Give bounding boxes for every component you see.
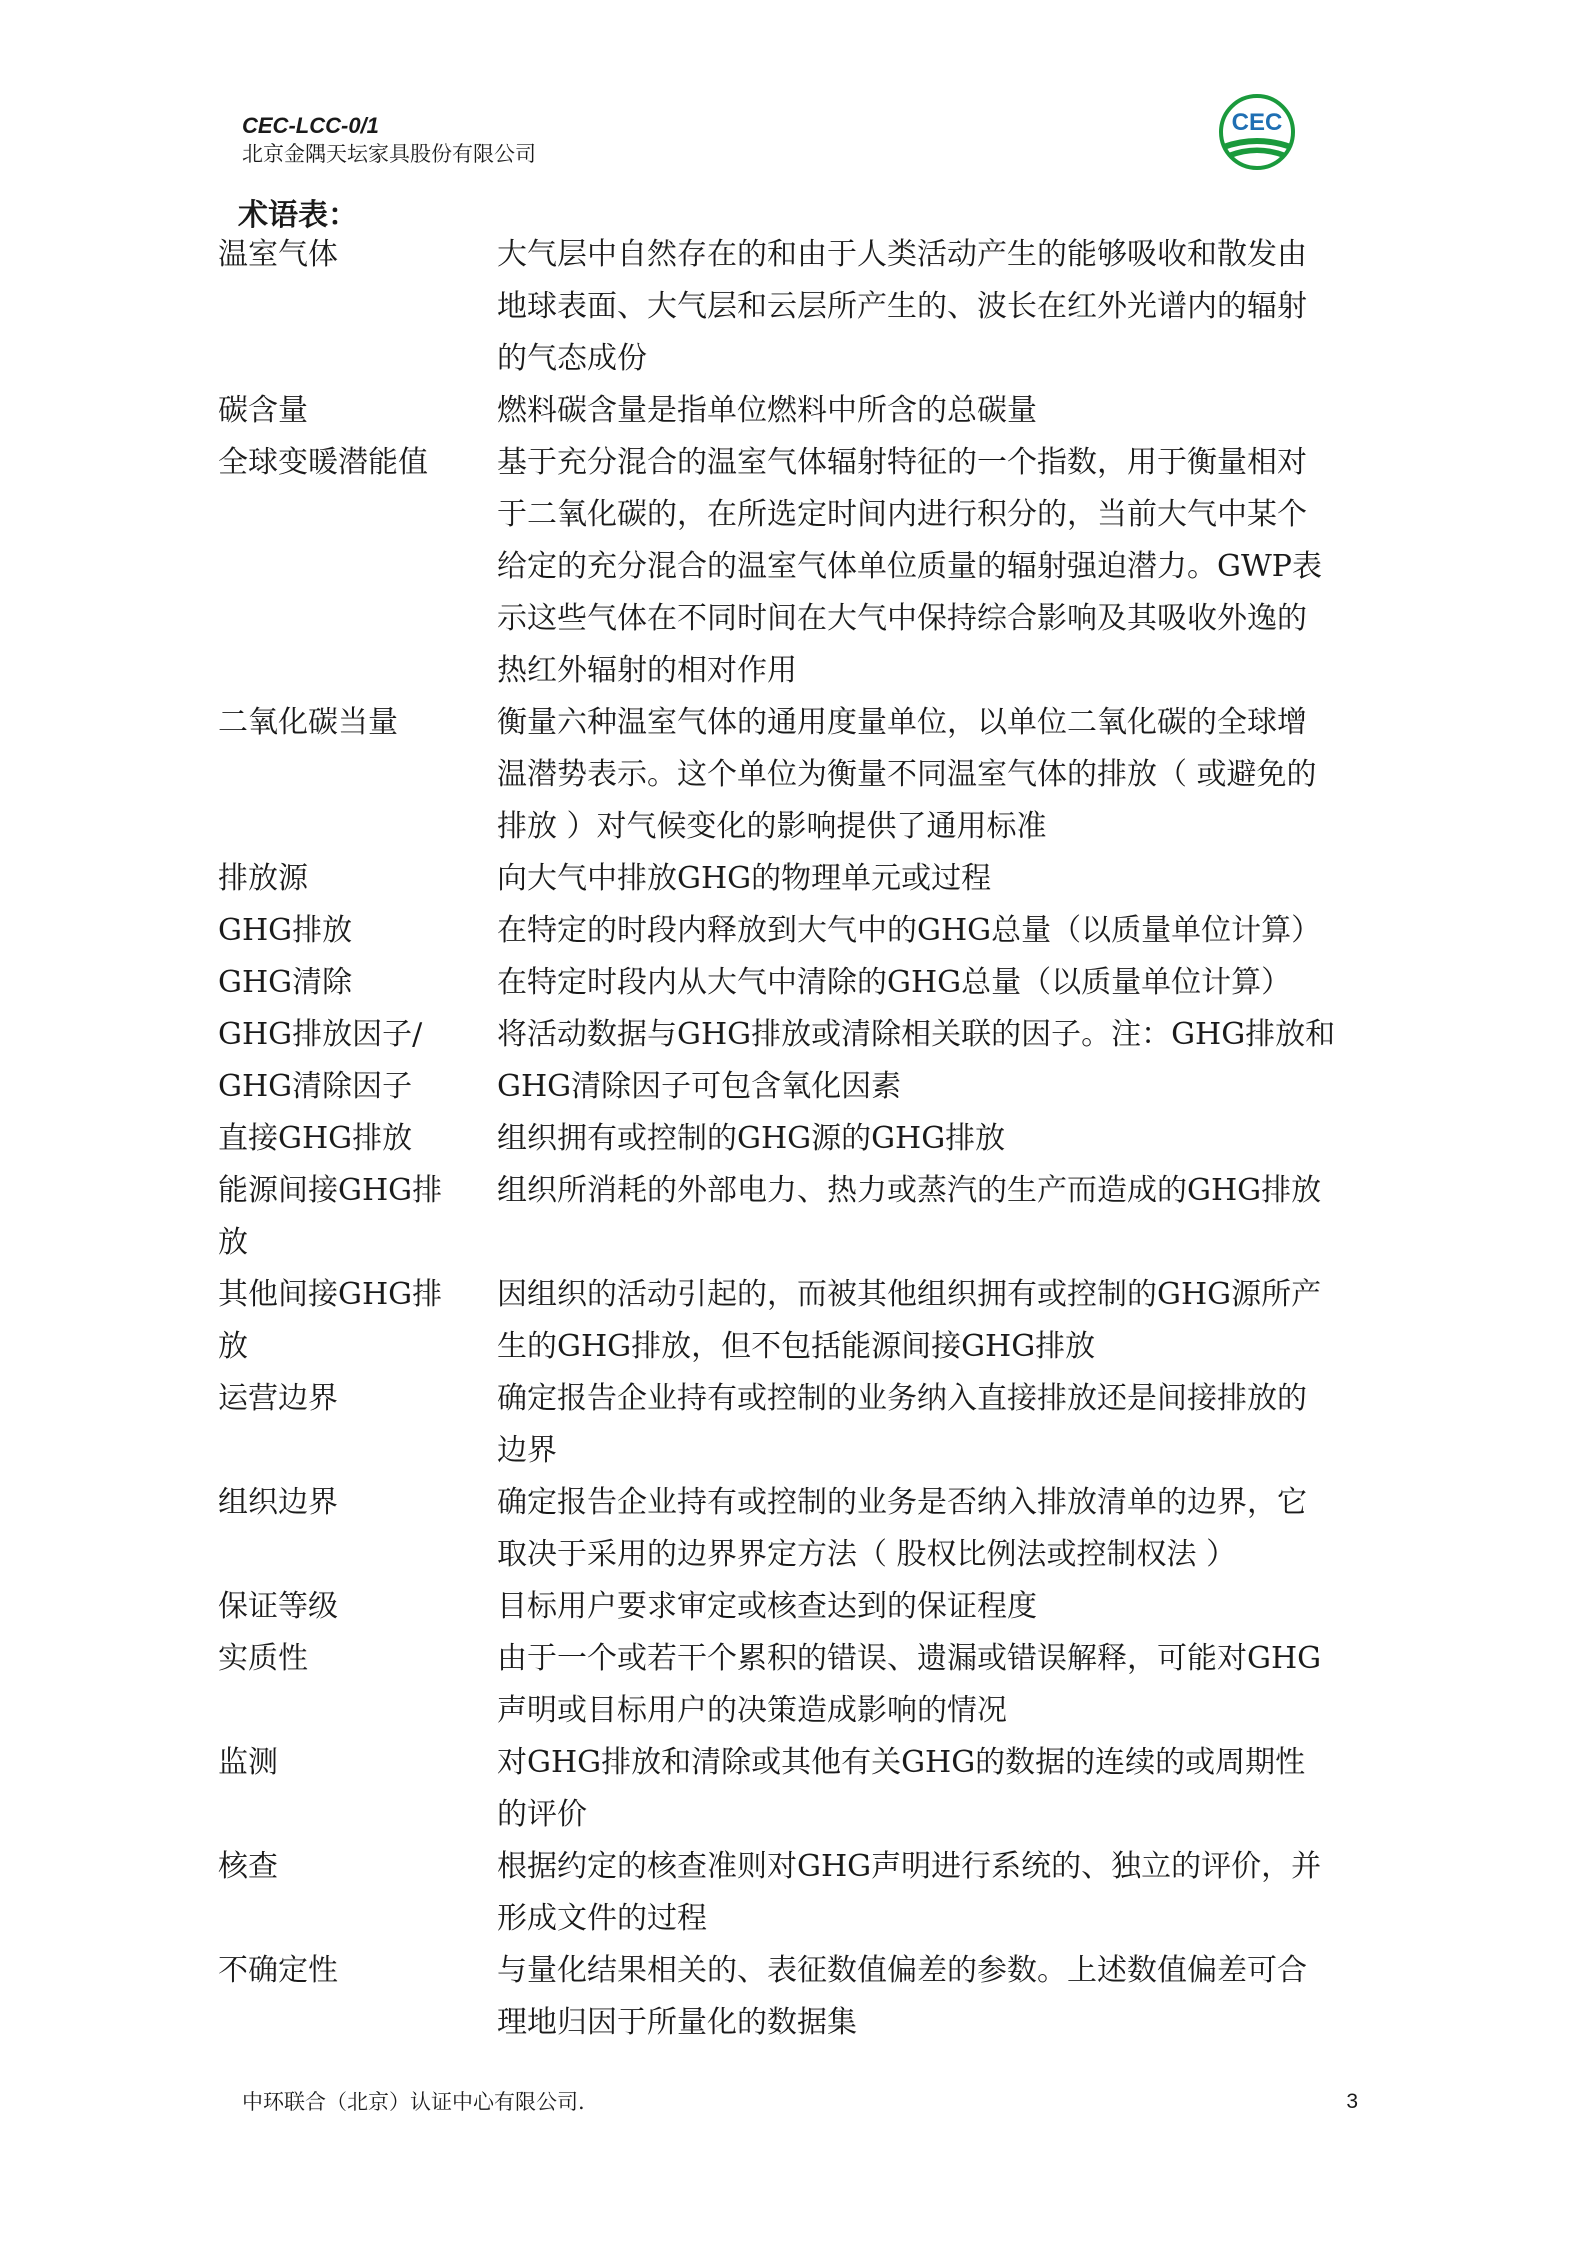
- term-line: 放: [218, 1329, 248, 1364]
- definition-line: 与量化结果相关的、表征数值偏差的参数。上述数值偏差可合: [497, 1953, 1307, 1988]
- glossary-term: [218, 437, 497, 697]
- glossary-definition: [497, 1633, 1378, 1737]
- term-line: 核查: [218, 1849, 278, 1884]
- definition-line: 衡量六种温室气体的通用度量单位，以单位二氧化碳的全球增: [497, 705, 1307, 740]
- glossary-term: [218, 1113, 497, 1165]
- term-line: 二氧化碳当量: [218, 705, 398, 740]
- glossary-term: [218, 1009, 497, 1113]
- glossary-term: [218, 957, 497, 1009]
- definition-line: 因组织的活动引起的，而被其他组织拥有或控制的GHG源所产: [497, 1277, 1322, 1312]
- glossary-entry: [218, 1113, 1378, 1165]
- definition-line: 目标用户要求审定或核查达到的保证程度: [497, 1589, 1037, 1624]
- definition-line: 组织所消耗的外部电力、热力或蒸汽的生产而造成的GHG排放: [497, 1173, 1322, 1208]
- glossary-definition: [497, 229, 1378, 385]
- definition-line: 排放 ）对气候变化的影响提供了通用标准: [497, 809, 1047, 844]
- term-line: 全球变暖潜能值: [218, 445, 428, 480]
- definition-line: 形成文件的过程: [497, 1901, 707, 1936]
- definition-line: 理地归因于所量化的数据集: [497, 2005, 857, 2040]
- glossary-list: [218, 229, 1378, 2049]
- glossary-entry: [218, 385, 1378, 437]
- glossary-term: [218, 1945, 497, 2049]
- page-footer: [242, 2088, 1358, 2116]
- term-line: 运营边界: [218, 1381, 338, 1416]
- glossary-entry: [218, 1165, 1378, 1269]
- logo-text: CEC: [1231, 109, 1283, 136]
- definition-line: 向大气中排放GHG的物理单元或过程: [497, 861, 992, 896]
- definition-line: 取决于采用的边界界定方法（ 股权比例法或控制权法 ）: [497, 1537, 1237, 1572]
- definition-line: 在特定时段内从大气中清除的GHG总量（以质量单位计算）: [497, 965, 1292, 1000]
- definition-line: 在特定的时段内释放到大气中的GHG总量（以质量单位计算）: [497, 913, 1322, 948]
- term-line: 组织边界: [218, 1485, 338, 1520]
- glossary-definition: [497, 905, 1378, 957]
- glossary-definition: [497, 1009, 1378, 1113]
- term-line: 实质性: [218, 1641, 308, 1676]
- definition-line: 由于一个或若干个累积的错误、遗漏或错误解释，可能对GHG: [497, 1641, 1322, 1676]
- definition-line: 示这些气体在不同时间在大气中保持综合影响及其吸收外逸的: [497, 601, 1307, 636]
- term-line: GHG清除因子: [218, 1069, 413, 1104]
- glossary-entry: [218, 437, 1378, 697]
- glossary-entry: [218, 853, 1378, 905]
- term-line: 放: [218, 1225, 248, 1260]
- glossary-term: [218, 853, 497, 905]
- glossary-term: [218, 1373, 497, 1477]
- glossary-definition: [497, 1269, 1378, 1373]
- definition-line: GHG清除因子可包含氧化因素: [497, 1069, 902, 1104]
- glossary-definition: [497, 1373, 1378, 1477]
- glossary-definition: [497, 853, 1378, 905]
- term-line: 能源间接GHG排: [218, 1173, 443, 1208]
- definition-line: 的气态成份: [497, 341, 647, 376]
- definition-line: 大气层中自然存在的和由于人类活动产生的能够吸收和散发由: [497, 237, 1307, 272]
- glossary-term: [218, 1477, 497, 1581]
- glossary-definition: [497, 1581, 1378, 1633]
- glossary-definition: [497, 437, 1378, 697]
- glossary-entry: [218, 1373, 1378, 1477]
- glossary-definition: [497, 1113, 1378, 1165]
- glossary-term: [218, 1269, 497, 1373]
- term-line: GHG排放因子/: [218, 1017, 423, 1052]
- term-line: 不确定性: [218, 1953, 338, 1988]
- footer-organization: 中环联合（北京）认证中心有限公司.: [242, 2090, 585, 2114]
- term-line: 直接GHG排放: [218, 1121, 413, 1156]
- glossary-definition: [497, 1477, 1378, 1581]
- definition-line: 生的GHG排放，但不包括能源间接GHG排放: [497, 1329, 1096, 1364]
- glossary-term: [218, 1581, 497, 1633]
- glossary-term: [218, 229, 497, 385]
- glossary-term: [218, 1633, 497, 1737]
- glossary-entry: [218, 1841, 1378, 1945]
- glossary-term: [218, 1165, 497, 1269]
- glossary-definition: [497, 957, 1378, 1009]
- definition-line: 温潜势表示。这个单位为衡量不同温室气体的排放（ 或避免的: [497, 757, 1317, 792]
- glossary-entry: [218, 697, 1378, 853]
- glossary-entry: [218, 1633, 1378, 1737]
- page-header: [242, 112, 536, 168]
- glossary-definition: [497, 385, 1378, 437]
- glossary-term: [218, 1737, 497, 1841]
- definition-line: 根据约定的核查准则对GHG声明进行系统的、独立的评价，并: [497, 1849, 1322, 1884]
- glossary-term: [218, 1841, 497, 1945]
- definition-line: 给定的充分混合的温室气体单位质量的辐射强迫潜力。GWP表: [497, 549, 1322, 584]
- definition-line: 确定报告企业持有或控制的业务是否纳入排放清单的边界，它: [497, 1485, 1307, 1520]
- glossary-definition: [497, 1841, 1378, 1945]
- glossary-term: [218, 385, 497, 437]
- glossary-term: [218, 905, 497, 957]
- term-line: GHG清除: [218, 965, 353, 1000]
- definition-line: 将活动数据与GHG排放或清除相关联的因子。注：GHG排放和: [497, 1017, 1336, 1052]
- glossary-term: [218, 697, 497, 853]
- term-line: 碳含量: [218, 393, 308, 428]
- company-name: 北京金隅天坛家具股份有限公司: [242, 142, 536, 166]
- glossary-entry: [218, 229, 1378, 385]
- definition-line: 燃料碳含量是指单位燃料中所含的总碳量: [497, 393, 1037, 428]
- glossary-entry: [218, 1737, 1378, 1841]
- definition-line: 基于充分混合的温室气体辐射特征的一个指数，用于衡量相对: [497, 445, 1307, 480]
- glossary-definition: [497, 1165, 1378, 1269]
- cec-logo: [1210, 92, 1304, 172]
- glossary-entry: [218, 957, 1378, 1009]
- glossary-definition: [497, 697, 1378, 853]
- term-line: 排放源: [218, 861, 308, 896]
- glossary-entry: [218, 1581, 1378, 1633]
- glossary-entry: [218, 1477, 1378, 1581]
- term-line: 监测: [218, 1745, 278, 1780]
- term-line: 保证等级: [218, 1589, 338, 1624]
- page-title: 术语表：: [238, 198, 358, 233]
- definition-line: 边界: [497, 1433, 557, 1468]
- glossary-definition: [497, 1737, 1378, 1841]
- definition-line: 对GHG排放和清除或其他有关GHG的数据的连续的或周期性: [497, 1745, 1306, 1780]
- glossary-entry: [218, 905, 1378, 957]
- term-line: 温室气体: [218, 237, 338, 272]
- definition-line: 热红外辐射的相对作用: [497, 653, 797, 688]
- glossary-definition: [497, 1945, 1378, 2049]
- definition-line: 地球表面、大气层和云层所产生的、波长在红外光谱内的辐射: [497, 289, 1307, 324]
- definition-line: 确定报告企业持有或控制的业务纳入直接排放还是间接排放的: [497, 1381, 1307, 1416]
- document-code: CEC-LCC-0/1: [242, 113, 379, 138]
- term-line: 其他间接GHG排: [218, 1277, 443, 1312]
- definition-line: 组织拥有或控制的GHG源的GHG排放: [497, 1121, 1006, 1156]
- definition-line: 声明或目标用户的决策造成影响的情况: [497, 1693, 1007, 1728]
- glossary-entry: [218, 1945, 1378, 2049]
- definition-line: 于二氧化碳的，在所选定时间内进行积分的，当前大气中某个: [497, 497, 1307, 532]
- definition-line: 的评价: [497, 1797, 587, 1832]
- term-line: GHG排放: [218, 913, 353, 948]
- page-number: 3: [1346, 2090, 1358, 2113]
- glossary-entry: [218, 1009, 1378, 1113]
- glossary-entry: [218, 1269, 1378, 1373]
